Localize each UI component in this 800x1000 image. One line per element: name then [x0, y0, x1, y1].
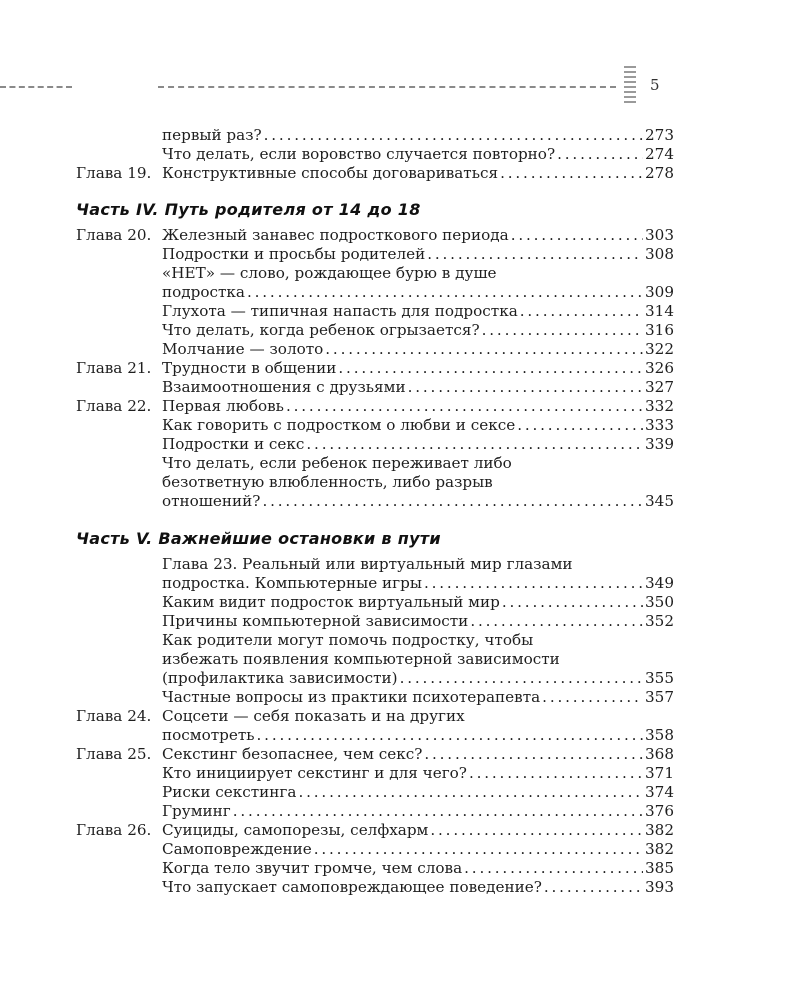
page-ref: 385 [645, 859, 674, 877]
page-number: 5 [650, 76, 660, 94]
toc-title: Подростки и секс [162, 435, 305, 453]
toc-line [76, 492, 674, 511]
page-marker-icon [624, 66, 636, 106]
page-ref: 316 [645, 321, 674, 339]
header-rule-right [158, 86, 616, 88]
page-ref: 327 [645, 378, 674, 396]
toc-title: посмотреть [162, 726, 255, 744]
dot-leader [408, 378, 643, 397]
toc-entry [76, 245, 674, 264]
toc-line [76, 378, 674, 397]
toc-line [76, 688, 674, 707]
toc-line [76, 340, 674, 359]
dot-leader [286, 397, 643, 416]
dot-leader [262, 492, 643, 511]
page-ref: 274 [645, 145, 674, 163]
toc-title: Суициды, самопорезы, селфхарм [162, 821, 429, 839]
toc-title: подростка [162, 283, 245, 301]
toc-entry [76, 164, 674, 183]
page-ref: 371 [645, 764, 674, 782]
toc-line [76, 164, 674, 183]
toc-entry [76, 859, 674, 878]
toc-entry [76, 264, 674, 302]
page-ref: 303 [645, 226, 674, 244]
page-ref: 273 [645, 126, 674, 144]
toc-entry [76, 435, 674, 454]
toc-line [76, 764, 674, 783]
toc-line [76, 145, 674, 164]
toc-entry [76, 359, 674, 378]
toc-line [76, 283, 674, 302]
toc-entry [76, 840, 674, 859]
page-ref: 322 [645, 340, 674, 358]
toc-line [76, 859, 674, 878]
dot-leader [511, 226, 643, 245]
chapter-label: Глава 26. [76, 821, 152, 839]
page-ref: 382 [645, 821, 674, 839]
toc-title: Что делать, если воровство случается повторно? [162, 145, 556, 163]
toc-title-line: Как родители могут помочь подростку, чтобы [162, 631, 534, 649]
toc-title: Причины компьютерной зависимости [162, 612, 469, 630]
toc-line [76, 650, 674, 669]
dot-leader [257, 726, 643, 745]
page-ref: 308 [645, 245, 674, 263]
header-rule-left [0, 86, 72, 88]
page-ref: 339 [645, 435, 674, 453]
toc-title: отношений? [162, 492, 261, 510]
toc-line [76, 593, 674, 612]
toc-title-line: Глава 23. Реальный или виртуальный мир глазами [162, 555, 573, 573]
toc-line [76, 435, 674, 454]
toc-line [76, 359, 674, 378]
dot-leader [482, 321, 643, 340]
dot-leader [325, 340, 643, 359]
dot-leader [338, 359, 643, 378]
page-ref: 357 [645, 688, 674, 706]
toc-entry [76, 321, 674, 340]
toc-title: Первая любовь [162, 397, 284, 415]
toc-line [76, 264, 674, 283]
toc-line [76, 245, 674, 264]
toc-line [76, 555, 674, 574]
toc-line [76, 612, 674, 631]
toc-title: Взаимоотношения с друзьями [162, 378, 406, 396]
toc-title: Как говорить с подростком о любви и сексе [162, 416, 516, 434]
toc-entry [76, 745, 674, 764]
toc-entry [76, 378, 674, 397]
dot-leader [557, 145, 643, 164]
page-ref: 333 [645, 416, 674, 434]
toc-entry [76, 688, 674, 707]
toc-entry [76, 593, 674, 612]
chapter-label: Глава 24. [76, 707, 152, 725]
dot-leader [233, 802, 643, 821]
toc-line [76, 473, 674, 492]
dot-leader [264, 126, 643, 145]
toc-entry [76, 340, 674, 359]
toc-title: Кто инициирует секстинг и для чего? [162, 764, 467, 782]
toc-title: Груминг [162, 802, 231, 820]
page-ref: 332 [645, 397, 674, 415]
page-ref: 358 [645, 726, 674, 744]
toc-entry [76, 783, 674, 802]
dot-leader [517, 416, 643, 435]
table-of-contents [76, 126, 674, 897]
toc-title: Самоповреждение [162, 840, 312, 858]
toc-title: первый раз? [162, 126, 262, 144]
toc-line [76, 821, 674, 840]
page-ref: 355 [645, 669, 674, 687]
toc-part-5 [76, 555, 674, 897]
toc-entry [76, 126, 674, 145]
page-ref: 374 [645, 783, 674, 801]
toc-line [76, 397, 674, 416]
dot-leader [469, 764, 643, 783]
toc-title: подростка. Компьютерные игры [162, 574, 422, 592]
page-ref: 278 [645, 164, 674, 182]
page-ref: 393 [645, 878, 674, 896]
toc-line [76, 745, 674, 764]
toc-line [76, 726, 674, 745]
toc-line [76, 454, 674, 473]
toc-title: Что делать, когда ребенок огрызается? [162, 321, 480, 339]
dot-leader [502, 593, 643, 612]
toc-title: Молчание — золото [162, 340, 324, 358]
dot-leader [427, 245, 643, 264]
toc-entry [76, 145, 674, 164]
part-5-heading: Часть V. Важнейшие остановки в пути [76, 529, 441, 548]
toc-title: (профилактика зависимости) [162, 669, 398, 687]
toc-line [76, 783, 674, 802]
dot-leader [306, 435, 643, 454]
chapter-label: Глава 19. [76, 164, 152, 182]
toc-entry [76, 416, 674, 435]
toc-entry [76, 555, 674, 593]
dot-leader [424, 745, 643, 764]
dot-leader [424, 574, 643, 593]
page-ref: 349 [645, 574, 674, 592]
toc-title-line: избежать появления компьютерной зависимости [162, 650, 560, 668]
dot-leader [500, 164, 643, 183]
toc-entry [76, 612, 674, 631]
toc-line [76, 669, 674, 688]
dot-leader [542, 688, 643, 707]
toc-line [76, 878, 674, 897]
page-ref: 345 [645, 492, 674, 510]
toc-title: Риски секстинга [162, 783, 297, 801]
toc-entry [76, 802, 674, 821]
toc-line [76, 226, 674, 245]
toc-entry [76, 707, 674, 745]
toc-line [76, 631, 674, 650]
chapter-label: Глава 22. [76, 397, 152, 415]
toc-title: Секстинг безопаснее, чем секс? [162, 745, 423, 763]
page-ref: 350 [645, 593, 674, 611]
toc-title: Подростки и просьбы родителей [162, 245, 426, 263]
dot-leader [247, 283, 643, 302]
toc-line [76, 416, 674, 435]
toc-line [76, 302, 674, 321]
toc-entry [76, 302, 674, 321]
toc-title: Трудности в общении [162, 359, 337, 377]
dot-leader [298, 783, 643, 802]
chapter-label: Глава 25. [76, 745, 152, 763]
page-ref: 314 [645, 302, 674, 320]
page-ref: 382 [645, 840, 674, 858]
dot-leader [430, 821, 643, 840]
toc-entry [76, 397, 674, 416]
toc-entry [76, 878, 674, 897]
toc-line [76, 707, 674, 726]
dot-leader [470, 612, 643, 631]
toc-title-line: безответную влюбленность, либо разрыв [162, 473, 493, 491]
dot-leader [314, 840, 643, 859]
chapter-label: Глава 20. [76, 226, 152, 244]
toc-part-4 [76, 226, 674, 511]
page-ref: 309 [645, 283, 674, 301]
toc-title: Железный занавес подросткового периода [162, 226, 509, 244]
page-ref: 368 [645, 745, 674, 763]
dot-leader [520, 302, 643, 321]
dot-leader [464, 859, 643, 878]
toc-title-line: Что делать, если ребенок переживает либо [162, 454, 512, 472]
dot-leader [400, 669, 643, 688]
toc-title: Что запускает самоповреждающее поведение? [162, 878, 542, 896]
toc-title-line: Соцсети — себя показать и на других [162, 707, 465, 725]
toc-line [76, 840, 674, 859]
page-ref: 376 [645, 802, 674, 820]
toc-title-line: «НЕТ» — слово, рождающее бурю в душе [162, 264, 497, 282]
dot-leader [544, 878, 643, 897]
toc-title: Частные вопросы из практики психотерапевта [162, 688, 541, 706]
page-ref: 352 [645, 612, 674, 630]
toc-line [76, 574, 674, 593]
toc-title: Когда тело звучит громче, чем слова [162, 859, 463, 877]
toc-entry [76, 454, 674, 511]
toc-line [76, 321, 674, 340]
toc-entry [76, 226, 674, 245]
toc-entry [76, 821, 674, 840]
toc-title: Каким видит подросток виртуальный мир [162, 593, 500, 611]
chapter-label: Глава 21. [76, 359, 152, 377]
toc-entry [76, 764, 674, 783]
part-4-heading: Часть IV. Путь родителя от 14 до 18 [76, 200, 421, 219]
toc-entry [76, 631, 674, 688]
toc-line [76, 802, 674, 821]
toc-title: Глухота — типичная напасть для подростка [162, 302, 518, 320]
toc-title: Конструктивные способы договариваться [162, 164, 499, 182]
toc-line [76, 126, 674, 145]
page-ref: 326 [645, 359, 674, 377]
toc-top-section [76, 126, 674, 183]
